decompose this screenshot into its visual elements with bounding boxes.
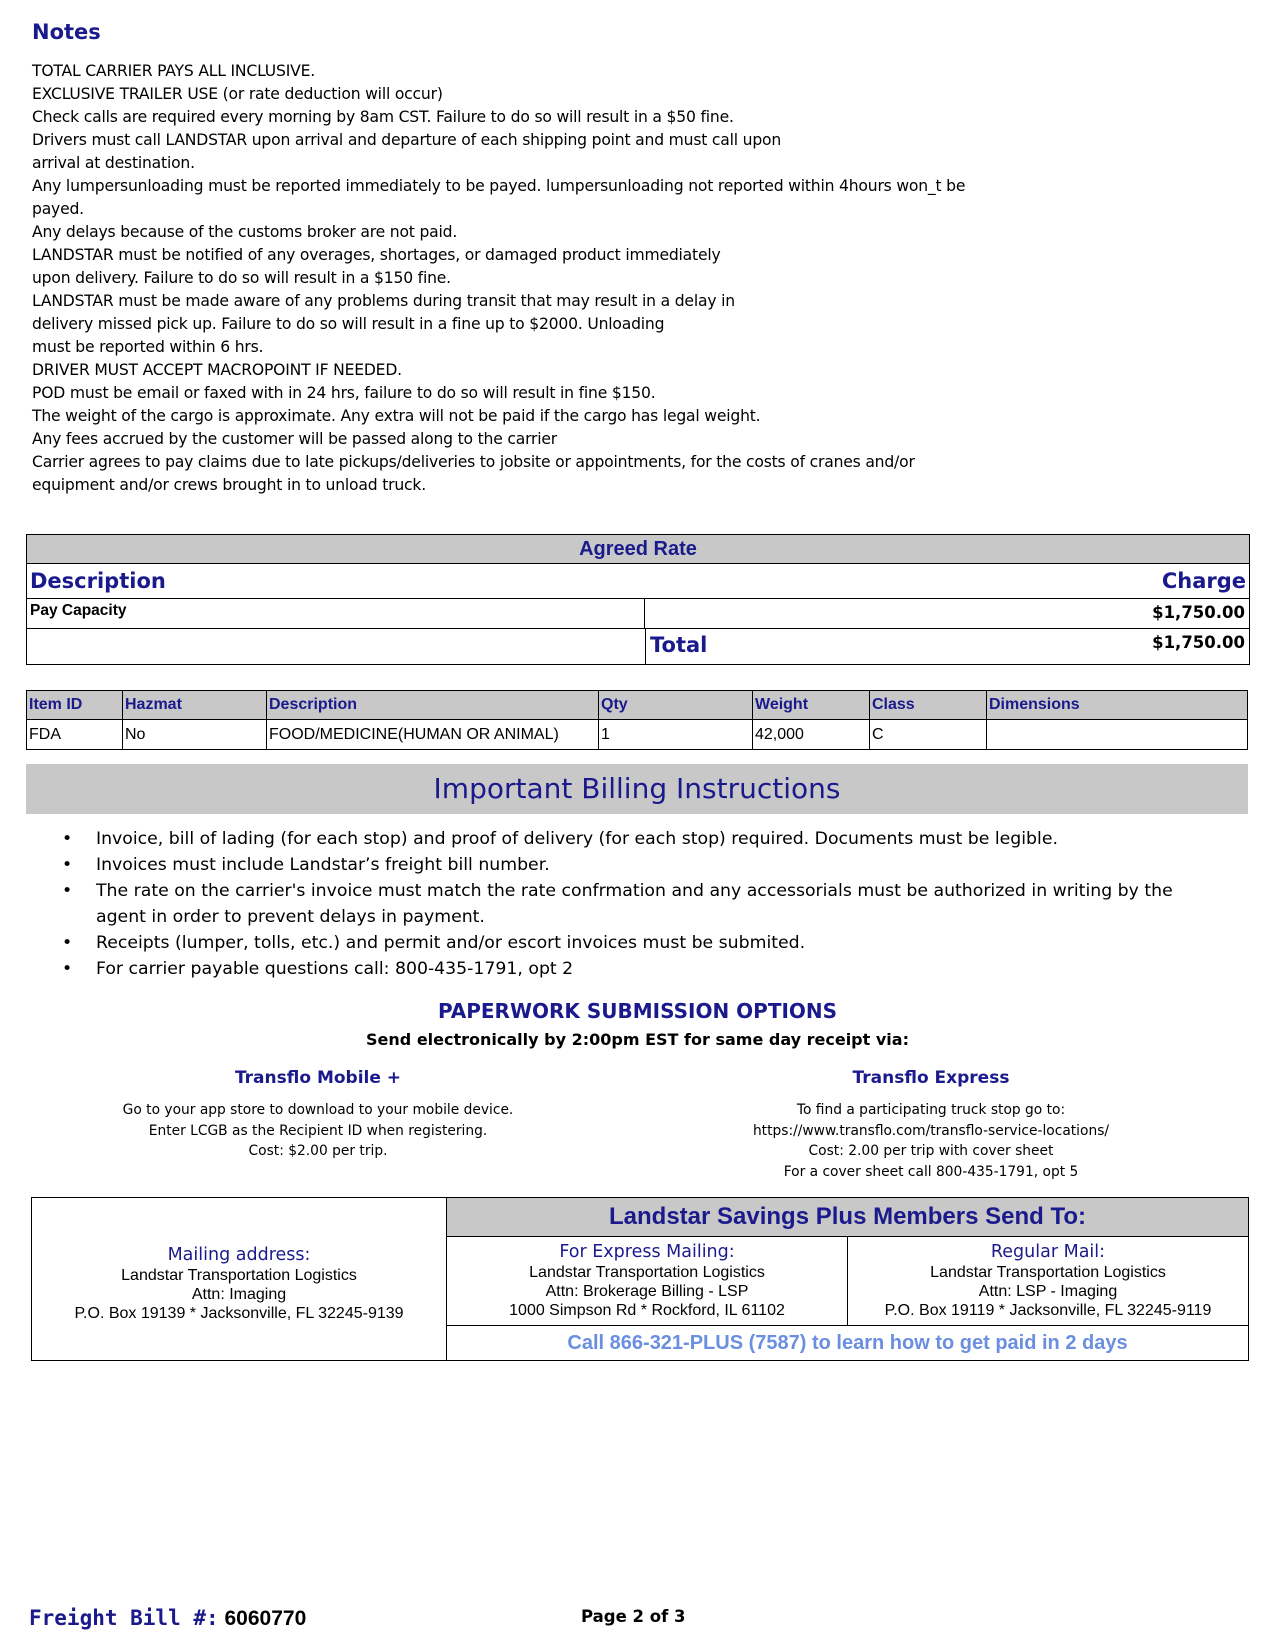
rate-total-row bbox=[27, 629, 1249, 664]
lsp-address-columns bbox=[447, 1237, 1248, 1326]
note-line: arrival at destination. bbox=[32, 154, 195, 172]
note-line: must be reported within 6 hrs. bbox=[32, 338, 264, 356]
rate-line-charge: $1,750.00 bbox=[1152, 603, 1245, 622]
list-item bbox=[62, 956, 1222, 982]
note-line: Carrier agrees to pay claims due to late pickups/deliveries to jobsite or appointments, for the costs of cranes and/or bbox=[32, 453, 915, 471]
mailing-address-title: Mailing address: bbox=[167, 1245, 311, 1265]
paperwork-subtitle: Send electronically by 2:00pm EST for same day receipt via: bbox=[366, 1030, 909, 1049]
cell-weight: 42,000 bbox=[753, 720, 870, 750]
regular-mail-line: P.O. Box 19119 * Jacksonville, FL 32245-9119 bbox=[884, 1302, 1212, 1319]
freight-bill bbox=[29, 1606, 306, 1631]
note-line: Drivers must call LANDSTAR upon arrival and departure of each shipping point and must call upon bbox=[32, 131, 782, 149]
express-mailing-line: Attn: Brokerage Billing - LSP bbox=[545, 1283, 749, 1300]
billing-instructions-title: Important Billing Instructions bbox=[26, 764, 1248, 814]
regular-mail-line: Attn: LSP - Imaging bbox=[978, 1283, 1118, 1300]
billing-instructions-list bbox=[62, 826, 1222, 982]
note-line: LANDSTAR must be notified of any overages, shortages, or damaged product immediately bbox=[32, 246, 721, 264]
transflo-express-option bbox=[671, 1068, 1191, 1182]
description-header: Description bbox=[30, 569, 166, 593]
note-line: upon delivery. Failure to do so will result in a $150 fine. bbox=[32, 269, 451, 287]
transflo-express-line: For a cover sheet call 800-435-1791, opt 5 bbox=[783, 1163, 1079, 1180]
col-item-id: Item ID bbox=[27, 691, 123, 720]
rate-header-row bbox=[27, 564, 1249, 599]
bullet-icon: • bbox=[62, 959, 73, 979]
col-class: Class bbox=[870, 691, 987, 720]
note-line: Any lumpersunloading must be reported immediately to be payed. lumpersunloading not reported within 4hours won_t be bbox=[32, 177, 966, 195]
note-line: Any fees accrued by the customer will be passed along to the carrier bbox=[32, 430, 558, 448]
col-weight: Weight bbox=[753, 691, 870, 720]
express-mailing-title: For Express Mailing: bbox=[559, 1242, 735, 1262]
transflo-mobile-line: Go to your app store to download to your mobile device. bbox=[122, 1102, 514, 1118]
cell-hazmat: No bbox=[123, 720, 267, 750]
express-mailing-address bbox=[447, 1237, 847, 1325]
list-item-text: The rate on the carrier's invoice must match the rate confrmation and any accessorials must be authorized in writing by the agent in order to prevent delays in payment. bbox=[96, 881, 1173, 927]
note-line: POD must be email or faxed with in 24 hrs, failure to do so will result in fine $150. bbox=[32, 384, 656, 402]
charge-header: Charge bbox=[1161, 569, 1246, 593]
transflo-express-url[interactable]: https://www.transflo.com/transflo-service-locations/ bbox=[752, 1122, 1110, 1139]
list-item-text: Invoices must include Landstar’s freight bill number. bbox=[96, 855, 550, 875]
lsp-members-section bbox=[447, 1198, 1248, 1360]
cell-item-id: FDA bbox=[27, 720, 123, 750]
note-line: delivery missed pick up. Failure to do so will result in a fine up to $2000. Unloading bbox=[32, 315, 665, 333]
bullet-icon: • bbox=[62, 881, 73, 901]
list-item bbox=[62, 878, 1222, 930]
page-number: Page 2 of 3 bbox=[581, 1607, 686, 1626]
express-mailing-line: Landstar Transportation Logistics bbox=[529, 1264, 765, 1281]
transflo-mobile-line: Enter LCGB as the Recipient ID when registering. bbox=[148, 1122, 488, 1139]
express-mailing-line: 1000 Simpson Rd * Rockford, IL 61102 bbox=[509, 1302, 785, 1319]
bullet-icon: • bbox=[62, 829, 73, 849]
note-line: The weight of the cargo is approximate. Any extra will not be paid if the cargo has legal weight. bbox=[32, 407, 761, 425]
col-description: Description bbox=[267, 691, 599, 720]
transflo-express-line: Cost: 2.00 per trip with cover sheet bbox=[808, 1143, 1054, 1159]
mailing-address-line: Landstar Transportation Logistics bbox=[121, 1267, 357, 1284]
transflo-express-title: Transflo Express bbox=[852, 1068, 1010, 1088]
agreed-rate-title: Agreed Rate bbox=[27, 535, 1249, 564]
mailing-address-line: Attn: Imaging bbox=[191, 1286, 287, 1303]
note-line: LANDSTAR must be made aware of any problems during transit that may result in a delay in bbox=[32, 292, 735, 310]
mailing-address-box bbox=[31, 1197, 1249, 1361]
transflo-mobile-line: Cost: $2.00 per trip. bbox=[248, 1143, 388, 1159]
lsp-call-text: Call 866-321-PLUS (7587) to learn how to get paid in 2 days bbox=[567, 1332, 1128, 1354]
notes-body bbox=[32, 60, 965, 497]
cell-class: C bbox=[870, 720, 987, 750]
transflo-express-line: To find a participating truck stop go to: bbox=[796, 1102, 1066, 1118]
agreed-rate-table bbox=[26, 534, 1250, 665]
note-line: payed. bbox=[32, 200, 84, 218]
list-item-text: Invoice, bill of lading (for each stop) and proof of delivery (for each stop) required. Documents must be legible. bbox=[96, 829, 1058, 849]
transflo-mobile-option bbox=[58, 1068, 578, 1162]
list-item bbox=[62, 930, 1222, 956]
rate-line-label: Pay Capacity bbox=[27, 599, 645, 628]
cell-qty: 1 bbox=[599, 720, 753, 750]
regular-mail-title: Regular Mail: bbox=[990, 1242, 1106, 1262]
lsp-members-title: Landstar Savings Plus Members Send To: bbox=[447, 1198, 1248, 1237]
rate-total-label: Total bbox=[650, 633, 708, 657]
freight-bill-number: 6060770 bbox=[224, 1607, 307, 1630]
freight-bill-label: Freight Bill #: bbox=[29, 1606, 219, 1630]
col-dimensions: Dimensions bbox=[987, 691, 1248, 720]
note-line: equipment and/or crews brought in to unload truck. bbox=[32, 476, 426, 494]
mailing-address-line: P.O. Box 19139 * Jacksonville, FL 32245-9139 bbox=[74, 1305, 404, 1322]
bullet-icon: • bbox=[62, 933, 73, 953]
list-item bbox=[62, 826, 1222, 852]
paperwork-title: PAPERWORK SUBMISSION OPTIONS bbox=[437, 999, 838, 1023]
col-hazmat: Hazmat bbox=[123, 691, 267, 720]
note-line: Any delays because of the customs broker are not paid. bbox=[32, 223, 458, 241]
items-table bbox=[26, 690, 1248, 750]
cell-description: FOOD/MEDICINE(HUMAN OR ANIMAL) bbox=[267, 720, 599, 750]
items-header-row bbox=[27, 691, 1248, 720]
mailing-address bbox=[32, 1198, 447, 1360]
regular-mail-line: Landstar Transportation Logistics bbox=[930, 1264, 1166, 1281]
rate-line-row bbox=[27, 599, 1249, 629]
regular-mail-address bbox=[847, 1237, 1248, 1325]
transflo-mobile-title: Transflo Mobile + bbox=[234, 1068, 402, 1088]
col-qty: Qty bbox=[599, 691, 753, 720]
cell-dimensions bbox=[987, 720, 1248, 750]
bullet-icon: • bbox=[62, 855, 73, 875]
note-line: DRIVER MUST ACCEPT MACROPOINT IF NEEDED. bbox=[32, 361, 402, 379]
note-line: Check calls are required every morning by 8am CST. Failure to do so will result in a $50 fine. bbox=[32, 108, 734, 126]
notes-title: Notes bbox=[32, 20, 101, 44]
note-line: EXCLUSIVE TRAILER USE (or rate deduction will occur) bbox=[32, 85, 443, 103]
list-item bbox=[62, 852, 1222, 878]
list-item-text: Receipts (lumper, tolls, etc.) and permit and/or escort invoices must be submited. bbox=[96, 933, 806, 953]
rate-total-spacer bbox=[27, 629, 646, 664]
rate-total-charge: $1,750.00 bbox=[1152, 633, 1245, 652]
list-item-text: For carrier payable questions call: 800-435-1791, opt 2 bbox=[96, 959, 574, 979]
table-row bbox=[27, 720, 1248, 750]
note-line: TOTAL CARRIER PAYS ALL INCLUSIVE. bbox=[32, 62, 315, 80]
